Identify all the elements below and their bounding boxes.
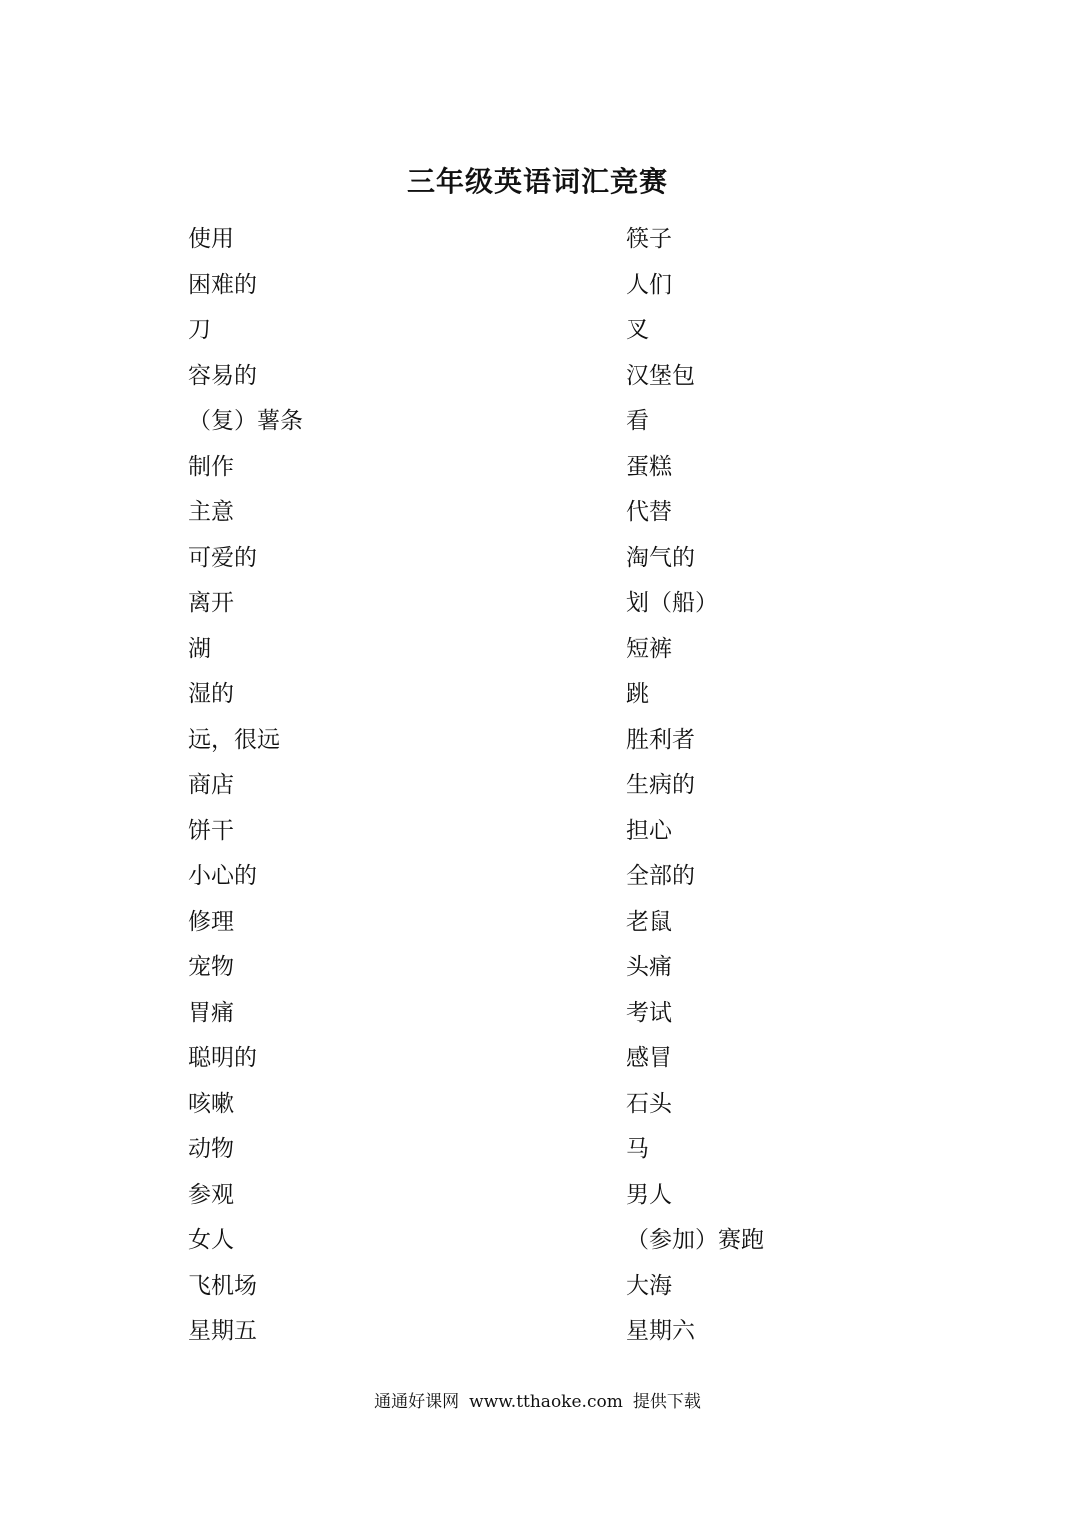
word-left: 刀	[188, 317, 211, 344]
word-left: 参观	[188, 1181, 234, 1208]
word-left: 商店	[188, 772, 234, 799]
word-row	[188, 942, 888, 988]
word-right: 蛋糕	[626, 453, 672, 480]
word-row	[188, 715, 888, 761]
word-list	[188, 214, 888, 1352]
word-left: 主意	[188, 499, 234, 526]
word-left: 可爱的	[188, 544, 257, 571]
word-row	[188, 1170, 888, 1216]
word-row	[188, 669, 888, 715]
word-left: 容易的	[188, 362, 257, 389]
word-row	[188, 1261, 888, 1307]
word-right: 筷子	[626, 226, 672, 253]
word-left: 制作	[188, 453, 234, 480]
word-row	[188, 1079, 888, 1125]
word-row	[188, 214, 888, 260]
page-footer	[0, 1388, 1075, 1416]
word-right: 汉堡包	[626, 362, 695, 389]
word-left: 湿的	[188, 681, 234, 708]
word-left: 聪明的	[188, 1045, 257, 1072]
word-left: 困难的	[188, 271, 257, 298]
word-right: 生病的	[626, 772, 695, 799]
word-left: （复）薯条	[188, 408, 303, 435]
word-row	[188, 851, 888, 897]
word-right: 人们	[626, 271, 672, 298]
word-row	[188, 988, 888, 1034]
word-right: （参加）赛跑	[626, 1227, 764, 1254]
word-right: 头痛	[626, 954, 672, 981]
word-left: 湖	[188, 635, 211, 662]
word-right: 叉	[626, 317, 649, 344]
word-left: 星期五	[188, 1318, 257, 1345]
word-left: 使用	[188, 226, 234, 253]
word-left: 修理	[188, 908, 234, 935]
word-row	[188, 260, 888, 306]
word-row	[188, 487, 888, 533]
word-right: 跳	[626, 681, 649, 708]
word-row	[188, 305, 888, 351]
word-right: 大海	[626, 1272, 672, 1299]
word-left: 飞机场	[188, 1272, 257, 1299]
word-row	[188, 1124, 888, 1170]
word-row	[188, 806, 888, 852]
footer-note: 提供下载	[632, 1392, 701, 1412]
word-row	[188, 1215, 888, 1261]
word-right: 划（船）	[626, 590, 718, 617]
word-right: 短裤	[626, 635, 672, 662]
word-row	[188, 578, 888, 624]
word-right: 代替	[626, 499, 672, 526]
word-row	[188, 897, 888, 943]
footer-site-name: 通通好课网	[374, 1392, 460, 1412]
word-row	[188, 533, 888, 579]
word-right: 感冒	[626, 1045, 672, 1072]
word-left: 咳嗽	[188, 1090, 234, 1117]
word-right: 看	[626, 408, 649, 435]
word-left: 女人	[188, 1227, 234, 1254]
word-row	[188, 396, 888, 442]
word-left: 饼干	[188, 817, 234, 844]
word-row	[188, 760, 888, 806]
word-right: 男人	[626, 1181, 672, 1208]
word-right: 马	[626, 1136, 649, 1163]
footer-url: www.tthaoke.com	[469, 1392, 623, 1412]
word-right: 担心	[626, 817, 672, 844]
word-right: 老鼠	[626, 908, 672, 935]
word-left: 小心的	[188, 863, 257, 890]
word-right: 胜利者	[626, 726, 695, 753]
word-left: 宠物	[188, 954, 234, 981]
word-row	[188, 1033, 888, 1079]
word-row	[188, 1306, 888, 1352]
word-right: 星期六	[626, 1318, 695, 1345]
word-left: 远，很远	[188, 726, 280, 753]
word-right: 石头	[626, 1090, 672, 1117]
page-title: 三年级英语词汇竞赛	[406, 165, 668, 198]
word-right: 全部的	[626, 863, 695, 890]
word-left: 离开	[188, 590, 234, 617]
word-right: 淘气的	[626, 544, 695, 571]
word-row	[188, 442, 888, 488]
word-right: 考试	[626, 999, 672, 1026]
word-left: 胃痛	[188, 999, 234, 1026]
word-left: 动物	[188, 1136, 234, 1163]
word-row	[188, 624, 888, 670]
word-row	[188, 351, 888, 397]
